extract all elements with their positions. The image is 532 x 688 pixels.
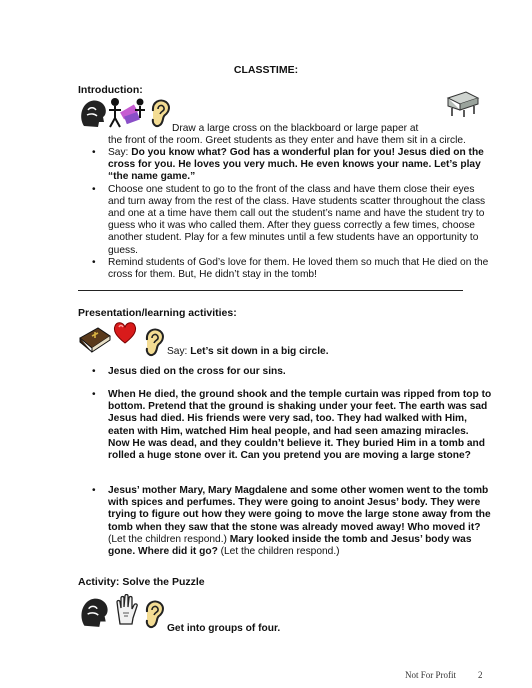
- presentation-bullet-list: [82, 485, 492, 558]
- presentation-heading: Presentation/learning activities:: [78, 307, 237, 319]
- ear-icon: [142, 598, 166, 635]
- activity-instruction: Get into groups of four.: [167, 623, 281, 634]
- section-divider: [78, 290, 463, 291]
- list-item: • Choose one student to go to the front of the class and have them close their eyes and turn away from the rest of the class. Have students scatter throughout the class and one at a time have them call out the student’s name and have the student try to guess who it was who called them. After they guess correctly a few times, choose another student. Play for a few minutes until a few students have an opportunity to guess.: [82, 184, 492, 257]
- say-text: Let’s sit down in a big circle.: [190, 346, 329, 357]
- footer-label: Not For Profit: [405, 670, 457, 680]
- ear-icon: [148, 97, 172, 134]
- say-label: Say:: [167, 346, 191, 357]
- presentation-bullet-list: [82, 389, 492, 462]
- intro-heading: Introduction:: [78, 84, 143, 96]
- intro-lead-line-2: the front of the room. Greet students as they enter and have them sit in a circle.: [108, 135, 466, 146]
- people-icon: [107, 96, 147, 135]
- list-item: [82, 147, 492, 184]
- say-label: Say:: [108, 147, 132, 158]
- heart-icon: [112, 320, 138, 351]
- activity-icons: [78, 594, 178, 634]
- presentation-icons: [78, 320, 178, 360]
- page-title: CLASSTIME:: [233, 64, 299, 76]
- presentation-bullet-list: [82, 366, 492, 378]
- list-item: • When He died, the ground shook and the temple curtain was ripped from top to bottom. Pretend that the ground is shaking under your feet. The earth was sad Jesus had died. His friends were very sad, too. They had walked with Him, eaten with Him, watched Him heal people, and had seen amazing miracles. Now He was dead, and they couldn’t believe it. They buried Him in a tomb and rolled a huge stone over it. Can you pretend you are moving a large stone?: [82, 389, 492, 462]
- page-number: 2: [478, 670, 483, 680]
- head-profile-icon: [78, 596, 110, 635]
- list-item: • Remind students of God’s love for them. He loved them so much that He died on the cross for them. But, He didn’t stay in the tomb!: [82, 257, 492, 281]
- intro-icons: [78, 96, 178, 132]
- activity-heading: Activity: Solve the Puzzle: [78, 576, 205, 588]
- list-item: • Jesus’ mother Mary, Mary Magdalene and some other women went to the tomb with spices and perfumes. They were going to anoint Jesus’ body. They were trying to figure out how they were going to move the large stone away from the tomb when they saw that the stone was already moved away! Who moved it? (Let the children respond.) Mary looked inside the tomb and Jesus’ body was gone. Where did it go? (Let the children respond.): [82, 485, 492, 558]
- ear-icon: [142, 326, 166, 363]
- list-item: • Jesus died on the cross for our sins.: [82, 366, 492, 378]
- intro-lead-line-1: Draw a large cross on the blackboard or large paper at: [172, 123, 419, 134]
- desk-icon: [446, 88, 480, 123]
- bible-icon: [78, 324, 112, 359]
- hand-icon: [114, 594, 140, 631]
- presentation-say: [167, 346, 467, 358]
- say-text: Do you know what? God has a wonderful plan for you! Jesus died on the cross for you. He loves you very much. He even knows your name. Let’s play “the name game.”: [108, 147, 484, 183]
- intro-bullet-list: [82, 147, 492, 281]
- head-profile-icon: [78, 98, 108, 135]
